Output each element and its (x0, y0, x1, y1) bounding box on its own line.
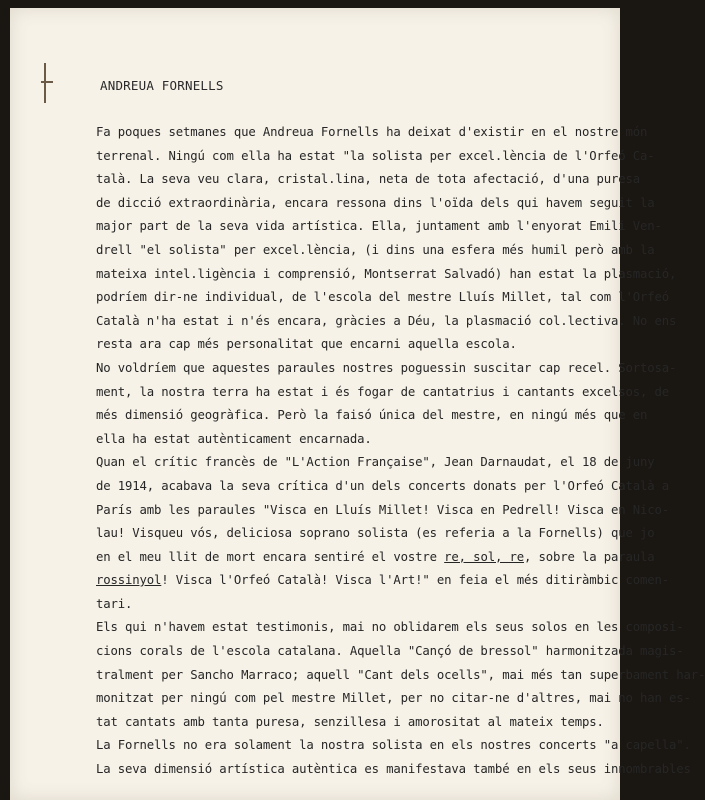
text-line: La Fornells no era solament la nostra solista en els nostres concerts "a capella". (96, 738, 691, 753)
text-line: tat cantats amb tanta puresa, senzillesa i amorositat al mateix temps. (96, 714, 604, 729)
text-line: Català n'ha estat i n'és encara, gràcies a Déu, la plasmació col.lectiva. No ens (96, 313, 677, 328)
text-line: París amb les paraules "Visca en Lluís Millet! Visca en Pedrell! Visca en Nico- (96, 502, 670, 517)
document-page (10, 8, 705, 800)
text-line: Els qui n'havem estat testimonis, mai no oblidarem els seus solos en les composi- (96, 620, 684, 635)
text-line: talà. La seva veu clara, cristal.lina, neta de tota afectació, d'una puresa (96, 172, 641, 187)
text-line: de 1914, acabava la seva crítica d'un dels concerts donats per l'Orfeó Català a (96, 478, 670, 493)
text-segment: en el meu llit de mort encara sentiré el vostre (96, 549, 445, 564)
text-line: tralment per Sancho Marraco; aquell "Cant dels ocells", mai més tan superbament har- (96, 667, 705, 682)
text-line: Quan el crític francès de "L'Action Française", Jean Darnaudat, el 18 de juny (96, 455, 655, 470)
document-title: ANDREUA FORNELLS (100, 78, 224, 93)
document-body (96, 121, 705, 782)
text-line: major part de la seva vida artística. Ella, juntament amb l'enyorat Emili Ven- (96, 219, 662, 234)
text-line: ella ha estat autènticament encarnada. (96, 431, 372, 446)
text-segment: ! Visca l'Orfeó Català! Visca l'Art!" en feia el més ditiràmbic comen- (161, 573, 670, 588)
text-line: drell "el solista" per excel.lència, (i dins una esfera més humil però amb la (96, 242, 655, 257)
text-line: La seva dimensió artística autèntica es manifestava també en els seus innombrables (96, 762, 691, 777)
text-line: terrenal. Ningú com ella ha estat "la solista per excel.lència de l'Orfeó Ca- (96, 148, 655, 163)
text-line: No voldríem que aquestes paraules nostres poguessin suscitar cap recel. Sortosa- (96, 360, 677, 375)
text-segment: , sobre la paraula (523, 549, 655, 564)
text-line (96, 569, 670, 593)
margin-mark (43, 63, 47, 103)
text-line: mateixa intel.ligència i comprensió, Montserrat Salvadó) han estat la plasmació, (96, 266, 677, 281)
text-line: de dicció extraordinària, encara ressona dins l'oïda dels qui havem seguit la (96, 195, 655, 210)
text-line: ment, la nostra terra ha estat i és fogar de cantatrius i cantants excelsos, de (96, 384, 670, 399)
text-line: resta ara cap més personalitat que encarni aquella escola. (96, 337, 517, 352)
text-line: més dimensió geogràfica. Però la faisó única del mestre, en ningú més que en (96, 408, 648, 423)
text-line: Fa poques setmanes que Andreua Fornells ha deixat d'existir en el nostre món (96, 125, 648, 139)
text-line: lau! Visqueu vós, deliciosa soprano solista (es referia a la Fornells) que jo (96, 526, 655, 541)
text-line: tari. (96, 596, 133, 611)
text-line: podríem dir-ne individual, de l'escola del mestre Lluís Millet, tal com l'Orfeó (96, 290, 670, 305)
text-line (96, 546, 655, 570)
text-line: monitzat per ningú com pel mestre Millet, per no citar-ne d'altres, mai no han es- (96, 691, 691, 706)
text-line: cions corals de l'escola catalana. Aquella "Cançó de bressol" harmonitzada magis- (96, 644, 684, 659)
underlined-text: re, sol, re (444, 549, 524, 564)
underlined-text: rossinyol (96, 573, 162, 588)
